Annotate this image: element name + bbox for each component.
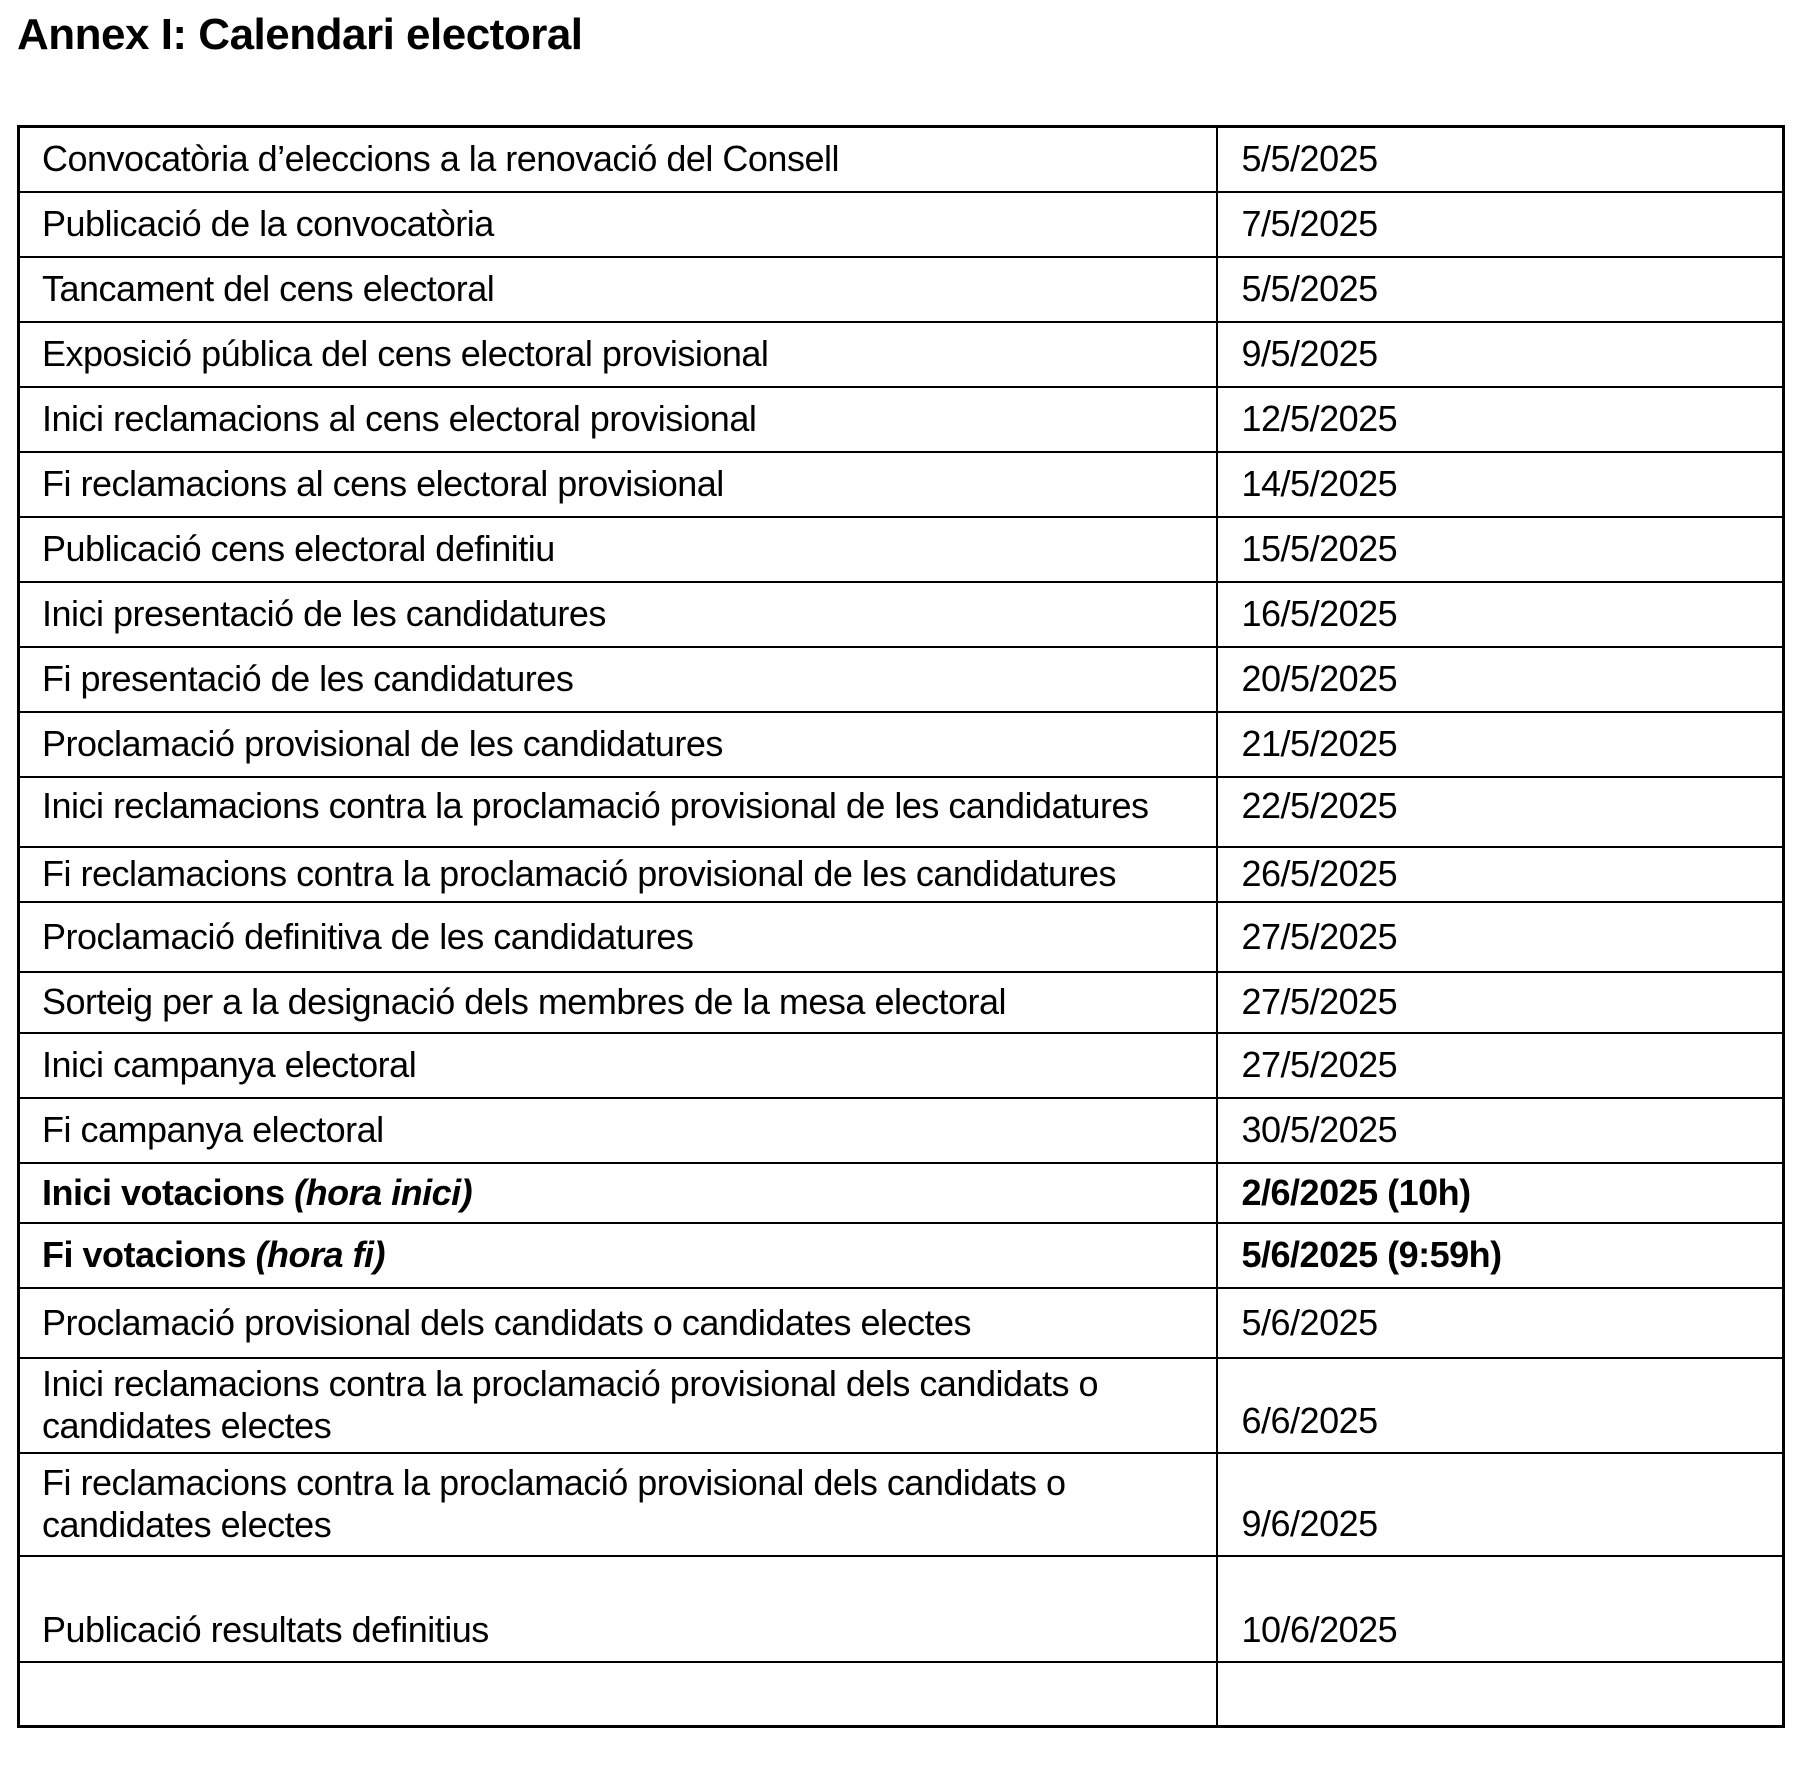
event-cell (19, 192, 1217, 257)
date-cell (1217, 1288, 1784, 1358)
event-cell (19, 847, 1217, 902)
event-cell (19, 1223, 1217, 1288)
event-cell (19, 1556, 1217, 1662)
date-cell (1217, 1033, 1784, 1098)
event-cell (19, 777, 1217, 847)
table-row (19, 712, 1784, 777)
table-row (19, 452, 1784, 517)
table-row (19, 1453, 1784, 1556)
table-row (19, 972, 1784, 1033)
event-cell (19, 452, 1217, 517)
date-text: 9/6/2025 (1241, 1502, 1378, 1544)
event-text: Fi presentació de les candidatures (42, 658, 574, 700)
event-cell (19, 972, 1217, 1033)
date-text: 21/5/2025 (1241, 723, 1398, 765)
table-row (19, 1662, 1784, 1727)
table-row (19, 517, 1784, 582)
date-cell (1217, 1098, 1784, 1163)
event-text: Sorteig per a la designació dels membres de la mesa electoral (42, 981, 1007, 1023)
event-text: Inici campanya electoral (42, 1044, 417, 1086)
table-row (19, 127, 1784, 192)
date-text: 16/5/2025 (1241, 593, 1398, 635)
date-cell (1217, 517, 1784, 582)
event-text: Fi reclamacions contra la proclamació provisional dels candidats o (42, 1462, 1066, 1504)
table-row (19, 322, 1784, 387)
event-text-italic: (hora inici) (294, 1171, 473, 1213)
date-cell (1217, 1163, 1784, 1223)
event-cell (19, 582, 1217, 647)
date-text: 27/5/2025 (1241, 915, 1398, 957)
event-cell (19, 322, 1217, 387)
event-text-line2: candidates electes (42, 1504, 332, 1545)
table-row (19, 847, 1784, 902)
date-cell (1217, 1358, 1784, 1453)
event-text-italic: (hora fi) (255, 1234, 386, 1276)
event-text: Fi reclamacions al cens electoral provisional (42, 463, 724, 505)
date-text: 5/6/2025 (9:59h) (1241, 1234, 1502, 1276)
date-text: 5/5/2025 (1241, 268, 1378, 310)
event-cell (19, 127, 1217, 192)
date-text: 14/5/2025 (1241, 463, 1398, 505)
date-cell (1217, 647, 1784, 712)
event-cell (19, 902, 1217, 972)
table-row (19, 777, 1784, 847)
event-cell (19, 1662, 1217, 1727)
date-text: 27/5/2025 (1241, 981, 1398, 1023)
date-text: 26/5/2025 (1241, 853, 1398, 895)
table-row (19, 257, 1784, 322)
event-text: Fi reclamacions contra la proclamació provisional de les candidatures (42, 853, 1117, 895)
page-title: Annex I: Calendari electoral (17, 10, 583, 59)
event-cell (19, 712, 1217, 777)
table-row (19, 1223, 1784, 1288)
calendar-table-body (19, 127, 1784, 1727)
table-row (19, 387, 1784, 452)
event-text: Publicació cens electoral definitiu (42, 528, 555, 570)
event-cell (19, 1033, 1217, 1098)
event-text-line2: candidates electes (42, 1405, 332, 1446)
event-text: Inici reclamacions contra la proclamació provisional de les candidatures (42, 784, 1149, 826)
date-cell (1217, 972, 1784, 1033)
event-text: Publicació resultats definitius (42, 1608, 489, 1650)
table-row (19, 1556, 1784, 1662)
table-row (19, 1098, 1784, 1163)
date-text: 5/6/2025 (1241, 1301, 1378, 1343)
date-cell (1217, 777, 1784, 847)
table-row (19, 1163, 1784, 1223)
event-text: Tancament del cens electoral (42, 268, 495, 310)
date-text: 2/6/2025 (10h) (1241, 1171, 1471, 1213)
date-cell (1217, 582, 1784, 647)
event-text: Fi campanya electoral (42, 1109, 384, 1151)
date-text: 9/5/2025 (1241, 333, 1378, 375)
event-text: Proclamació definitiva de les candidatures (42, 915, 694, 957)
date-cell (1217, 902, 1784, 972)
event-cell (19, 1098, 1217, 1163)
date-text: 7/5/2025 (1241, 203, 1378, 245)
event-text: Publicació de la convocatòria (42, 203, 494, 245)
date-cell (1217, 1223, 1784, 1288)
event-text: Exposició pública del cens electoral provisional (42, 333, 769, 375)
date-cell (1217, 192, 1784, 257)
event-text: Proclamació provisional dels candidats o candidates electes (42, 1301, 972, 1343)
date-cell (1217, 257, 1784, 322)
event-cell (19, 1358, 1217, 1453)
date-text: 12/5/2025 (1241, 398, 1398, 440)
event-cell (19, 517, 1217, 582)
event-cell (19, 1163, 1217, 1223)
event-text: Proclamació provisional de les candidatures (42, 723, 723, 765)
event-cell (19, 1288, 1217, 1358)
event-cell (19, 1453, 1217, 1556)
date-cell (1217, 712, 1784, 777)
event-text: Inici votacions (42, 1171, 285, 1213)
event-cell (19, 387, 1217, 452)
date-cell (1217, 1453, 1784, 1556)
date-text: 10/6/2025 (1241, 1608, 1398, 1650)
date-cell (1217, 1662, 1784, 1727)
table-row (19, 582, 1784, 647)
event-text: Convocatòria d’eleccions a la renovació del Consell (42, 138, 839, 180)
date-text: 15/5/2025 (1241, 528, 1398, 570)
date-text: 22/5/2025 (1241, 784, 1398, 826)
event-text: Fi votacions (42, 1234, 247, 1276)
date-cell (1217, 127, 1784, 192)
event-text: Inici reclamacions al cens electoral provisional (42, 398, 757, 440)
event-cell (19, 647, 1217, 712)
table-row (19, 192, 1784, 257)
table-row (19, 902, 1784, 972)
date-cell (1217, 847, 1784, 902)
event-text: Inici presentació de les candidatures (42, 593, 606, 635)
table-row (19, 1033, 1784, 1098)
date-text: 27/5/2025 (1241, 1044, 1398, 1086)
date-cell (1217, 1556, 1784, 1662)
table-row (19, 1288, 1784, 1358)
electoral-calendar-table (17, 125, 1785, 1728)
event-cell (19, 257, 1217, 322)
date-cell (1217, 452, 1784, 517)
date-cell (1217, 322, 1784, 387)
date-text: 20/5/2025 (1241, 658, 1398, 700)
date-text: 6/6/2025 (1241, 1399, 1378, 1441)
date-text: 30/5/2025 (1241, 1109, 1398, 1151)
table-row (19, 647, 1784, 712)
date-cell (1217, 387, 1784, 452)
event-text: Inici reclamacions contra la proclamació provisional dels candidats o (42, 1363, 1099, 1405)
date-text: 5/5/2025 (1241, 138, 1378, 180)
table-row (19, 1358, 1784, 1453)
